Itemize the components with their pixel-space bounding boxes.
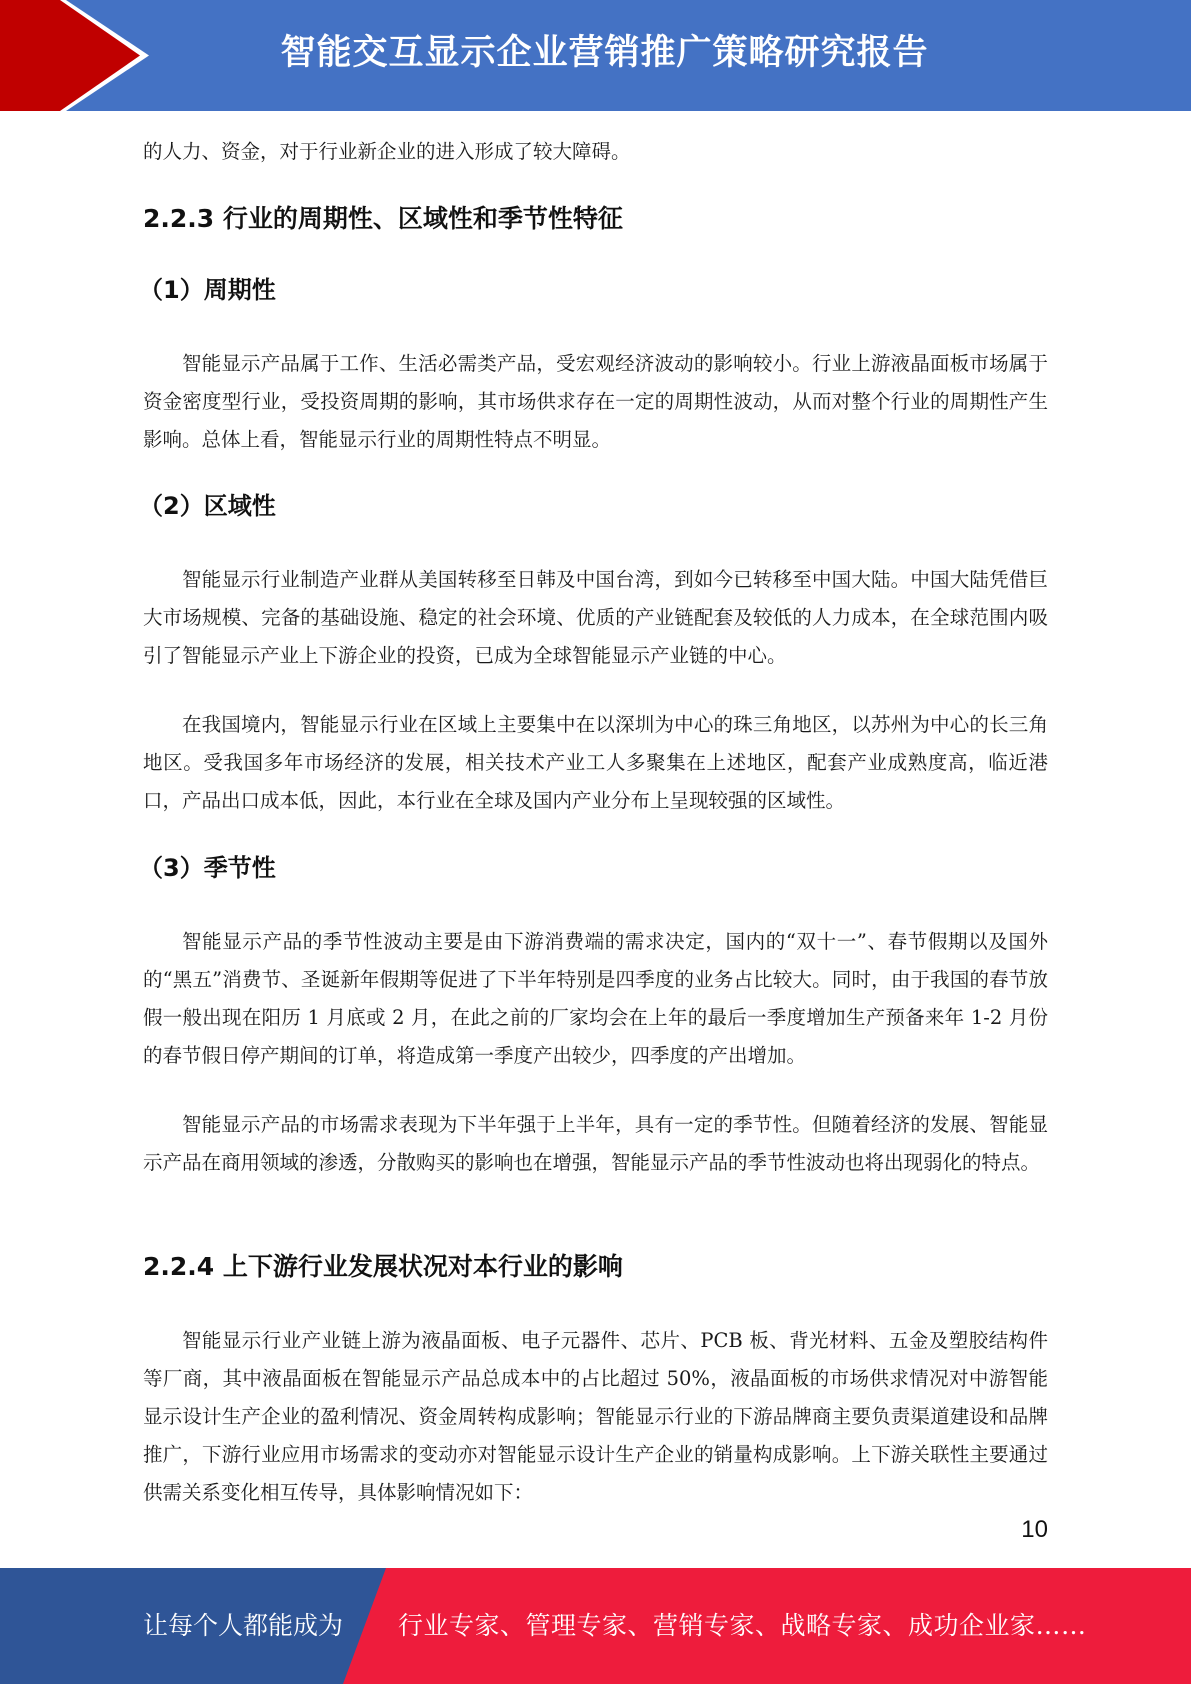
paragraph-seasonality-2: 智能显示产品的市场需求表现为下半年强于上半年，具有一定的季节性。但随着经济的发展、智能显示产品在商用领域的渗透，分散购买的影响也在增强，智能显示产品的季节性波动也将出现弱化的特点。 (143, 1113, 1048, 1174)
footer-slogan-right: 行业专家、管理专家、营销专家、战略专家、成功企业家…… (398, 1611, 1087, 1640)
paragraph-regionality-2: 在我国境内，智能显示行业在区域上主要集中在以深圳为中心的珠三角地区，以苏州为中心的长三角地区。受我国多年市场经济的发展，相关技术产业工人多聚集在上述地区，配套产业成熟度高，临近港口，产品出口成本低，因此，本行业在全球及国内产业分布上呈现较强的区域性。 (143, 713, 1048, 812)
footer-slogan-left: 让每个人都能成为 (143, 1611, 344, 1640)
section-heading-2-2-4: 2.2.4 上下游行业发展状况对本行业的影响 (143, 1252, 623, 1281)
footer-banner (0, 1568, 1191, 1684)
subheading-cyclicality: （1）周期性 (139, 276, 276, 304)
paragraph-continued: 的人力、资金，对于行业新企业的进入形成了较大障碍。 (143, 140, 631, 163)
paragraph-cyclicality: 智能显示产品属于工作、生活必需类产品，受宏观经济波动的影响较小。行业上游液晶面板市场属于资金密度型行业，受投资周期的影响，其市场供求存在一定的周期性波动，从而对整个行业的周期性产生影响。总体上看，智能显示行业的周期性特点不明显。 (143, 352, 1048, 451)
paragraph-seasonality-1: 智能显示产品的季节性波动主要是由下游消费端的需求决定，国内的“双十一”、春节假期以及国外的“黑五”消费节、圣诞新年假期等促进了下半年特别是四季度的业务占比较大。同时，由于我国的春节放假一般出现在阳历 1 月底或 2 月，在此之前的厂家均会在上年的最后一季度增加生产预备来年 1-2 月份的春节假日停产期间的订单，将造成第一季度产出较少，四季度的产出增加。 (143, 930, 1048, 1067)
header-banner (0, 0, 1191, 111)
page-number: 10 (1021, 1516, 1048, 1543)
subheading-seasonality: （3）季节性 (139, 854, 276, 882)
paragraph-regionality-1: 智能显示行业制造产业群从美国转移至日韩及中国台湾，到如今已转移至中国大陆。中国大陆凭借巨大市场规模、完备的基础设施、稳定的社会环境、优质的产业链配套及较低的人力成本，在全球范围内吸引了智能显示产业上下游企业的投资，已成为全球智能显示产业链的中心。 (143, 568, 1048, 667)
report-title: 智能交互显示企业营销推广策略研究报告 (280, 33, 929, 73)
paragraph-upstream-downstream: 智能显示行业产业链上游为液晶面板、电子元器件、芯片、PCB 板、背光材料、五金及塑胶结构件等厂商，其中液晶面板在智能显示产品总成本中的占比超过 50%，液晶面板的市场供求情况对中游智能显示设计生产企业的盈利情况、资金周转构成影响；智能显示行业的下游品牌商主要负责渠道建设和品牌推广，下游行业应用市场需求的变动亦对智能显示设计生产企业的销量构成影响。上下游关联性主要通过供需关系变化相互传导，具体影响情况如下： (143, 1329, 1048, 1504)
subheading-regionality: （2）区域性 (139, 492, 276, 520)
section-heading-2-2-3: 2.2.3 行业的周期性、区域性和季节性特征 (143, 204, 623, 233)
